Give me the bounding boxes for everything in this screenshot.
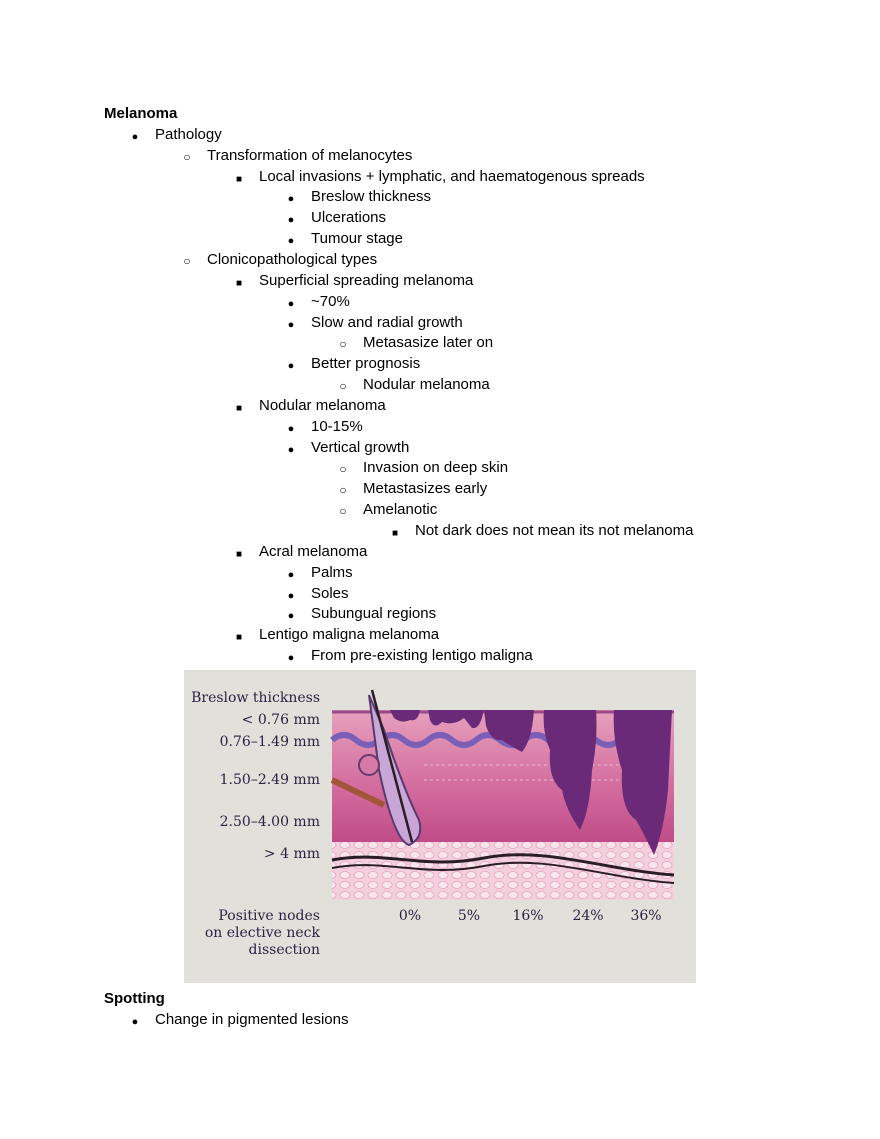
list-bullet bbox=[283, 647, 299, 668]
list-bullet bbox=[127, 1011, 143, 1032]
list-item: Lentigo maligna melanoma bbox=[259, 626, 440, 644]
list-item: Not dark does not mean its not melanoma bbox=[415, 522, 694, 539]
list-bullet bbox=[335, 334, 351, 354]
list-bullet bbox=[283, 293, 299, 314]
depth-label: > 4 mm bbox=[263, 846, 320, 862]
list-item: Vertical growth bbox=[311, 438, 410, 456]
list-item: Clonicopathological types bbox=[207, 250, 378, 268]
list-bullet bbox=[335, 480, 351, 500]
list-item: Better prognosis bbox=[311, 355, 421, 373]
list-bullet bbox=[231, 168, 247, 190]
list-bullet bbox=[231, 626, 247, 648]
depth-label: 2.50–4.00 mm bbox=[219, 814, 320, 830]
list-bullet bbox=[231, 272, 247, 294]
list-bullet bbox=[179, 147, 195, 167]
section-heading: Spotting bbox=[104, 990, 165, 1007]
node-percentage: 16% bbox=[512, 908, 544, 924]
list-item: ~70% bbox=[311, 292, 350, 310]
list-item: 10-15% bbox=[311, 417, 363, 435]
list-bullet bbox=[335, 376, 351, 396]
list-bullet bbox=[283, 439, 299, 460]
list-bullet bbox=[179, 251, 195, 271]
list-item: Amelanotic bbox=[363, 501, 438, 519]
list-bullet bbox=[283, 355, 299, 376]
section-heading: Melanoma bbox=[104, 105, 178, 122]
list-item: Metastasizes early bbox=[363, 480, 488, 498]
list-item: Slow and radial growth bbox=[311, 313, 463, 331]
list-bullet bbox=[283, 314, 299, 335]
list-item: Nodular melanoma bbox=[259, 396, 386, 414]
list-bullet bbox=[335, 459, 351, 479]
list-bullet bbox=[283, 605, 299, 626]
breslow-thickness-figure bbox=[184, 670, 696, 983]
list-item: Palms bbox=[311, 563, 353, 581]
list-item: Ulcerations bbox=[311, 209, 387, 227]
depth-label: 1.50–2.49 mm bbox=[219, 772, 320, 788]
list-bullet bbox=[335, 501, 351, 521]
list-item: Metasasize later on bbox=[363, 334, 494, 352]
nodes-label-line: Positive nodes bbox=[218, 908, 320, 924]
list-item: Invasion on deep skin bbox=[363, 459, 509, 477]
list-item: Breslow thickness bbox=[311, 188, 432, 206]
node-percentage: 0% bbox=[398, 908, 422, 924]
node-percentage: 36% bbox=[630, 908, 662, 924]
list-bullet bbox=[231, 397, 247, 419]
depth-label: < 0.76 mm bbox=[241, 712, 320, 728]
depth-label: 0.76–1.49 mm bbox=[219, 734, 320, 750]
list-bullet bbox=[127, 126, 143, 147]
list-item: Soles bbox=[311, 584, 349, 602]
list-item: Change in pigmented lesions bbox=[155, 1010, 349, 1028]
list-bullet bbox=[283, 585, 299, 606]
node-percentage: 5% bbox=[457, 908, 481, 924]
list-bullet bbox=[283, 209, 299, 230]
list-item: Local invasions + lymphatic, and haematogenous spreads bbox=[259, 167, 645, 185]
list-item: Nodular melanoma bbox=[363, 376, 490, 394]
sebaceous-gland bbox=[359, 755, 379, 775]
figure-title: Breslow thickness bbox=[191, 690, 320, 706]
list-bullet bbox=[283, 230, 299, 251]
fat-layer bbox=[332, 842, 674, 900]
list-item: Superficial spreading melanoma bbox=[259, 271, 474, 289]
node-percentage: 24% bbox=[572, 908, 604, 924]
list-item: Subungual regions bbox=[311, 605, 437, 623]
list-bullet bbox=[283, 188, 299, 209]
list-item: Transformation of melanocytes bbox=[207, 146, 413, 164]
nodes-label-line: dissection bbox=[248, 942, 320, 958]
list-bullet bbox=[283, 564, 299, 585]
list-item: Acral melanoma bbox=[259, 542, 368, 560]
list-item: From pre-existing lentigo maligna bbox=[311, 647, 533, 665]
list-bullet bbox=[387, 522, 403, 544]
list-item: Tumour stage bbox=[311, 230, 403, 248]
list-bullet bbox=[283, 418, 299, 439]
nodes-label-line: on elective neck bbox=[204, 925, 320, 941]
list-bullet bbox=[231, 543, 247, 565]
list-item: Pathology bbox=[155, 125, 222, 143]
